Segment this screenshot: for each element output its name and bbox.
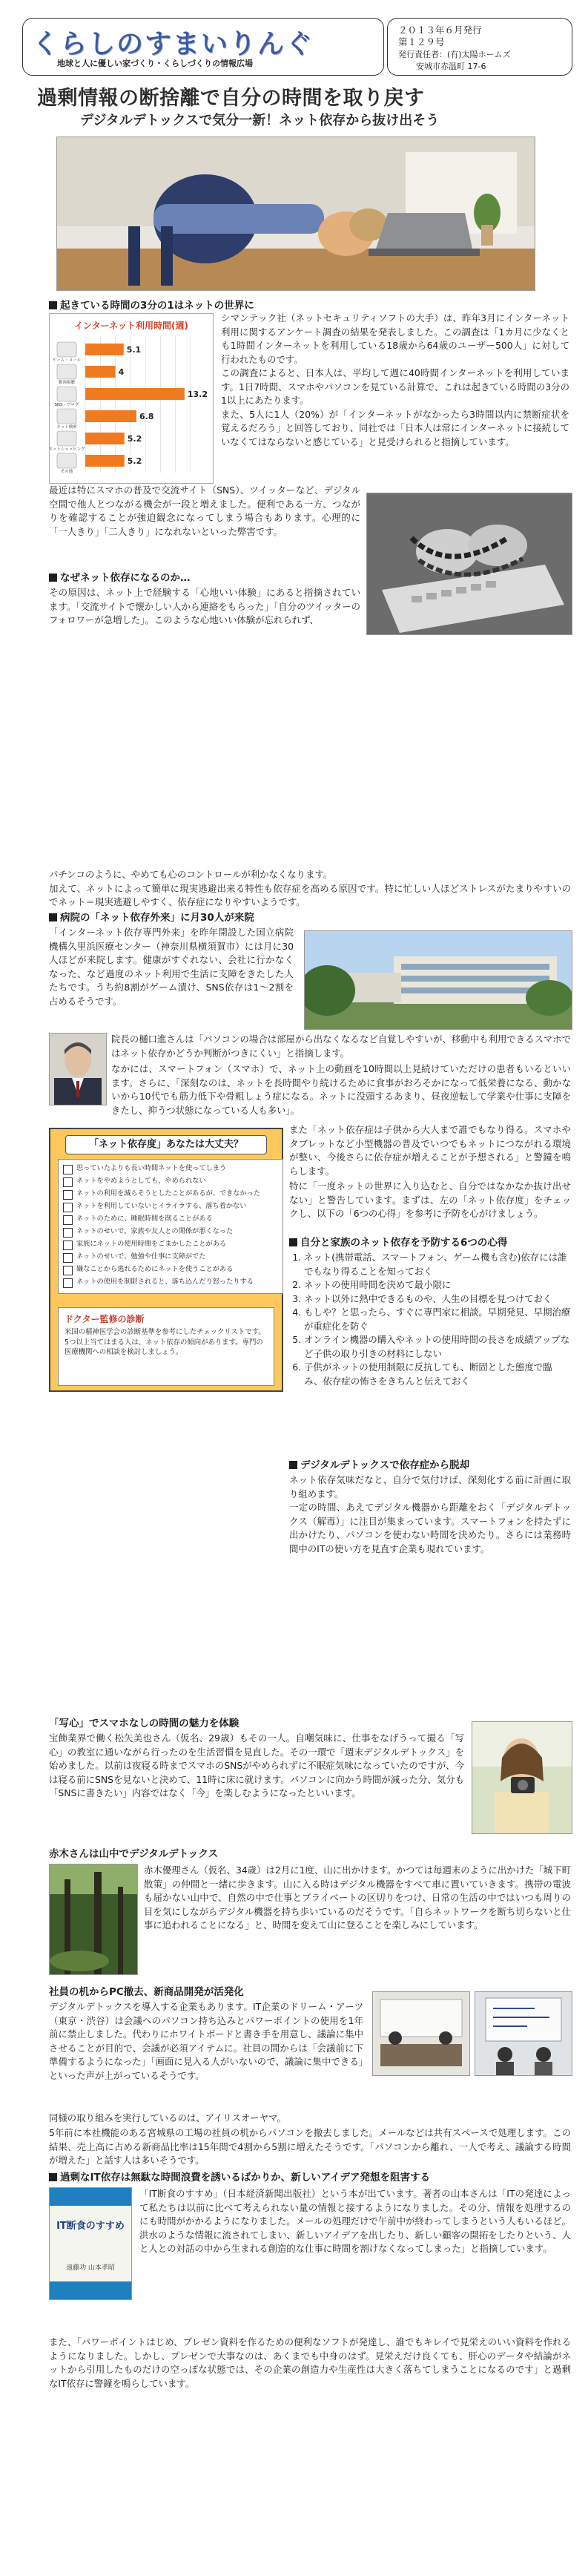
checklist-item-text: ネットの利用を減らそうとしたことがあるが、できなかった <box>76 1189 261 1197</box>
chart-bar <box>85 455 125 467</box>
checklist-item-text: ネットを利用していないとイライラする、落ち着かない <box>76 1202 247 1210</box>
heading-square-icon <box>289 1238 297 1246</box>
section1-para1: シマンテック社（ネットセキュリティソフトの大手）は、昨年3月にインターネット利用に関するアンケート調査の結果を発表しました。この調査は「1カ月に少なくとも1時間インターネットを利用している18歳から64歳のユーザー500人」に対して行われたものです。 <box>221 312 569 365</box>
section3-para3: なかには、スマートフォン（スマホ）で、ネット上の動画を10時間以上見続けていただけの患者もいるといいます。さらに、「深刻なのは、ネットを長時間やり続けるために食事がおろそかになって低栄養になる、動かないから10代でも筋力低下や骨粗しょう症になる。ネットに没頭するあまり、昼夜逆転して学業や仕事に支障をきたし、抑うつ状態になっている人も多い」。 <box>111 1063 571 1116</box>
photo-chained-hands-keyboard <box>366 493 572 635</box>
checklist-item-text: 思っていたよりも長い時間ネットを使ってしまう <box>76 1164 227 1172</box>
heading-square-icon <box>49 913 57 921</box>
section6-heading-text: 「写心」でスマホなしの時間の魅力を体験 <box>49 1718 240 1729</box>
section7-heading-text: 赤木さんは山中でデジタルデトックス <box>49 1848 219 1860</box>
prevention-list <box>289 1251 571 1388</box>
section3-para1: 「インターネット依存専門外来」を昨年開設した国立病院機構久里浜医療センター（神奈川県横須賀市）には月に30人ほどが来院します。健康がすぐれない、会社に行かなくなった、など過度のネット利用で生活に支障をきたした人たちです。うち約8割がゲーム漬け、SNS依存は1〜2割を占めるそうです。 <box>49 927 294 1007</box>
section9-para1: 「IT断食のすすめ」（日本経済新聞出版社）という本が出ています。著者の山本さんは「ITの発達によって私たちは以前に比べて考えられない量の情報と接するようになりました。その分、情報を処理するのにも時間がかかるようになりました。メールの処理だけで午前中が終わってしまうという人もいるほど。洪水のような情報に流されてしまい、新しいアイデアを出したり、新しい顧客の開拓をしたりという、人と人との対話の中から生まれる創造的な仕事に時間を割けなくなってしまった」と指摘しています。 <box>139 2188 571 2254</box>
diagnosis-title: ドクター監修の診断 <box>65 1314 145 1324</box>
chart-value-label: 6.8 <box>139 412 154 421</box>
chart-bar <box>85 388 185 400</box>
chart-category-icon <box>57 409 76 424</box>
photo-meeting-room <box>372 1991 470 2076</box>
diagnosis-text: 米国の精神医学会の診断基準を参考にしたチェックリストです。5つ以上当てはまる人は、ネット依存の傾向があります。専門の医療機関への相談を検討しましょう。 <box>65 1328 265 1356</box>
checkbox-icon <box>63 1177 73 1187</box>
prevention-list-wrap <box>289 1251 571 1388</box>
section1-para3: また、5人に1人（20%）が「インターネットがなかったら3時間以内に禁断症状を覚えるだろう」と回答しており、同社では「日本人は常にインターネットに接続していなくてはならないと感じている」と見受けられると指摘しています。 <box>221 408 569 447</box>
chart-bar <box>85 433 125 444</box>
section1-text <box>221 312 569 449</box>
issue-box <box>387 18 572 76</box>
chart-category-label: 動画視聴 <box>58 381 76 385</box>
photo-whiteboard-meeting <box>475 1991 572 2076</box>
checklist-item <box>63 1252 278 1263</box>
heading-square-icon <box>49 301 57 309</box>
chart-category-label: SNS・ブログ <box>54 403 79 407</box>
chart-value-label: 13.2 <box>187 390 208 399</box>
tagline: 地球と人に優しい家づくり・くらしづくりの情報広場 <box>57 59 253 68</box>
usage-chart-svg <box>50 314 213 483</box>
chart-value-label: 4 <box>118 367 125 377</box>
section4-heading-text: 自分と家族のネット依存を予防する6つの心得 <box>300 1237 508 1249</box>
checkbox-icon <box>63 1215 73 1225</box>
checklist-item <box>63 1265 278 1275</box>
section1-para2: この調査によると、日本人は、平均して週に40時間インターネットを利用しています。1日7時間、スマホやパソコンを見ている計算で、これは起きている時間の3分の1以上にあたります。 <box>221 367 569 406</box>
section8-para3: 5年前に本社機能のある宮城県の工場の社員の机からパソコンを撤去しました。メールなどは共有スペースで処理します。この結果、売上高に占める新商品比率は15年間で4割から5割に増えたそうです。「パソコンから離れ、一人で考え、議論する時間が増えた」と話す人は多いそうです。 <box>49 2127 571 2166</box>
chart-category-icon <box>57 342 76 357</box>
section3-para5: 特に「一度ネットの世界に入り込むと、自分ではなかなか抜け出せない」と警告しています。まずは、左の「ネット依存度」をチェックし、以下の「6つの心得」を参考に予防を心がけましょう。 <box>289 1180 571 1219</box>
checklist-item <box>63 1227 278 1238</box>
book-cover-it-danjiki <box>49 2187 132 2300</box>
section5-heading <box>289 1459 469 1472</box>
chart-title: インターネット利用時間(週) <box>74 321 188 331</box>
checklist-item-text: ネットのせいで、勉強や仕事に支障がでた <box>76 1252 206 1261</box>
section2-para2: パチンコのように、やめても心のコントロールが利かなくなります。 <box>49 869 333 880</box>
checklist-item <box>63 1189 278 1200</box>
prevention-item: 5. オンライン機器の購入やネットの使用時間の長さを成績アップなど子供の取り引きの材料にしない <box>304 1333 571 1361</box>
page-3 <box>0 1706 588 2576</box>
checklist-item <box>63 1240 278 1250</box>
address: 安城市赤温町 17-6 <box>416 62 486 71</box>
section2-continued <box>49 868 571 910</box>
headline-subtitle: デジタルデトックスで気分一新！ネット依存から抜け出そう <box>80 113 440 128</box>
chart-bar <box>85 344 124 355</box>
section7-heading <box>49 1847 218 1861</box>
checkbox-icon <box>63 1228 73 1238</box>
section9-heading-text: 過剰なIT依存は無駄な時間浪費を誘いるばかりか、新しいアイデア発想を阻害する <box>60 2172 431 2184</box>
section5-heading-text: デジタルデトックスで依存症から脱却 <box>300 1459 470 1471</box>
checkbox-icon <box>63 1278 73 1288</box>
chart-category-icon <box>57 453 76 468</box>
chart-value-label: 5.2 <box>127 456 142 466</box>
section8-para1: デジタルデトックスを導入する企業もあります。IT企業のドリーム・アーツ（東京・渋谷）は会議へのパソコン持ち込みとパワーポイントの使用を1年前に禁止しました。代わりにホワイトボードと書き手を用意し、議論に集中させることが目的で、会議が必須アイテムに。社員の間からは「会議前に下準備するようになった」「画面に見入る人がいないので、議論に集中できる」といった声が上がっているそうです。 <box>49 2001 363 2081</box>
section3-para4: また「ネット依存症は子供から大人まで誰でもなり得る。スマホやタブレットなど小型機器の普及でいつでもネットにつながれる環境が整い、今後さらに依存症が増えることが予想される」と警鐘を鳴らします。 <box>289 1124 571 1177</box>
section8-para2: 同様の取り組みを実行しているのは、アイリスオーヤマ。 <box>49 2112 287 2123</box>
checklist-item <box>63 1278 278 1288</box>
chart-category-icon <box>57 387 76 401</box>
section7-para1: 赤木優理さん（仮名、34歳）は2月に1度、山に出かけます。かつては毎週末のように出かけた「城下町散策」の仲間と一緒に歩きます。山に入る時はデジタル機器をすべて車に置いていきます。携帯の電波も届かない山中で、自然の中で仕事とプライベートの区切りをつけ、日常の生活の中ではいつも周りの目を気にしながらデジタル機器を持ち歩いているのだそうです。「自らネットワークを断ち切らないと仕事に追われることになる」と、時間を変えて山に登ることを楽しみにしています。 <box>144 1864 571 1931</box>
checklist-item-text: ネットのせいで、家族や友人との関係が悪くなった <box>76 1227 234 1235</box>
heading-square-icon <box>289 1461 297 1469</box>
photo-hospital <box>304 930 572 1030</box>
checklist-list <box>63 1164 278 1288</box>
checkbox-icon <box>63 1203 73 1212</box>
heading-square-icon <box>49 574 57 582</box>
photo-forest <box>49 1864 138 1975</box>
checklist-items <box>58 1159 283 1294</box>
photo-dr-higuchi <box>49 1033 107 1105</box>
section2-heading-text: なぜネット依存になるのか… <box>60 572 191 584</box>
checklist-item <box>63 1177 278 1187</box>
section1-heading <box>49 299 254 312</box>
page-1 <box>0 0 588 838</box>
prevention-item: 3. ネット以外に熱中できるものや、人生の目標を見つけておく <box>304 1292 571 1307</box>
section5-para2: 一定の時間、あえてデジタル機器から距離をおく「デジタルデトックス（解毒）」に注目が集まっています。スマートフォンを持たずに出かけたり、パソコンを使わない時間を決めたり。さらには業務時間中のITの使い方を見直す企業も現れています。 <box>289 1502 571 1554</box>
book-cover-art <box>50 2188 131 2299</box>
checkbox-icon <box>63 1165 73 1174</box>
checklist-title: 「ネット依存度」あなたは大丈夫？ <box>88 1139 243 1150</box>
photo-woman-with-camera <box>472 1721 572 1834</box>
checklist-item <box>63 1164 278 1174</box>
prevention-item: 2. ネットの使用時間を決めて最小限に <box>304 1278 571 1292</box>
usage-chart <box>49 313 214 484</box>
chart-category-label: ネットショッピング <box>50 447 85 452</box>
checklist-item-text: ネットをやめようとしても、やめられない <box>76 1177 206 1185</box>
section5-para1: ネット依存気味だなと、自分で気付けば、深刻化する前に計画に取り組めます。 <box>289 1474 571 1499</box>
chart-category-icon <box>57 431 76 446</box>
checklist-item-text: 家族にネットの使用時間をごまかしたことがある <box>76 1240 227 1248</box>
checkbox-icon <box>63 1190 73 1200</box>
chart-category-label: ゲーム・メール <box>52 358 82 363</box>
section3-heading-text: 病院の「ネット依存外来」に月30人が来院 <box>60 912 254 924</box>
checklist-item-text: 嫌なことから逃れるためにネットを使うことがある <box>76 1265 234 1273</box>
chart-value-label: 5.1 <box>126 345 142 355</box>
section2-para1: その原因は、ネット上で経験する「心地いい体験」にあると指摘されています。「交流サイトで懐かしい人から連絡をもらった」「自分のツイッターのフォロワーが急増した」。このような心地いい体験が忘れられず、 <box>49 587 360 625</box>
section2-heading <box>49 571 191 585</box>
prevention-item: 4. もしや？と思ったら、すぐに専門家に相談。早期発見、早期治療が重症化を防ぐ <box>304 1306 571 1333</box>
checkbox-icon <box>63 1266 73 1275</box>
checkbox-icon <box>63 1241 73 1250</box>
chart-value-label: 5.2 <box>127 434 142 444</box>
prevention-item: 1. ネット(携帯電話、スマートフォン、ゲーム機も含む)依存には誰でもなり得ることを知っておく <box>304 1251 571 1278</box>
section4-heading <box>289 1236 507 1249</box>
checklist-item-text: ネットのために、睡眠時間を削ることがある <box>76 1215 213 1223</box>
section6-para1: 宝飾業界で働く松矢美也さん（仮名、29歳）もその一人。自嘲気味に、仕事をなげうって撮る「写心」の教室に通いながら行ったのを生活習慣を見直した。その一環で「週末デジタルデトックス」を始めました。以前は夜寝る時までスマホのSNSがやめられずに不眠症気味になっていたのですが、今は寝る前にSNSを見ないと決めて、11時に床に就けます。パソコンに向かう時間が減った分、気分も「SNSに書きたい」内容ではなく「今」を楽しむようになったといいます。 <box>49 1732 464 1798</box>
section6-heading <box>49 1717 239 1730</box>
section9-para2: また、「パワーポイントはじめ、プレゼン資料を作るための便利なソフトが発達し、誰でもキレイで見栄えのいい資料を作れるようになりました。しかし、プレゼンで大事なのは、あくまでも中身のはず。見栄えだけ良くても、肝心のデータや結論がネットから引用したものだけの空っぽな状態では、その企業の創造力や生産性は大きく落ちてしまうことになるのです」と過剰なIT依存に警鐘を鳴らしています。 <box>49 2336 571 2389</box>
diagnosis-box <box>58 1307 274 1386</box>
checklist-item <box>63 1202 278 1212</box>
checklist-box <box>49 1128 283 1392</box>
logo-box <box>22 18 384 76</box>
section1-para4: 最近は特にスマホの普及で交流サイト（SNS）、ツイッターなど、デジタル空間で他人とつながる機会が一段と増えました。便利である一方、つながりを確認することが強迫観念になってしまう場合もあります。心理的に「一人きり」「二人きり」になれないといった弊害です。 <box>49 484 360 537</box>
section3-heading <box>49 911 254 924</box>
chart-bar <box>85 410 136 422</box>
page-2 <box>0 868 588 1706</box>
checkbox-icon <box>63 1253 73 1263</box>
chart-category-label: ネット検索 <box>56 425 77 430</box>
chart-bar <box>85 366 116 378</box>
headline-title: 過剰情報の断捨離で自分の時間を取り戻す <box>37 87 425 110</box>
issue-date: ２０１３年６月発行 <box>398 24 482 36</box>
prevention-item: 6. 子供がネットの使用制限に反抗しても、断固とした態度で臨み、依存症の怖さをきちんと伝えておく <box>304 1361 571 1388</box>
logo-text: くらしのすまいりんぐ <box>32 29 314 59</box>
issue-number: 第１２９号 <box>398 36 445 47</box>
heading-square-icon <box>49 2173 57 2181</box>
checklist-item <box>63 1215 278 1225</box>
section3-para2: 院長の樋口進さんは「パソコンの場合は部屋から出なくなるなど自覚しやすいが、移動中も利用できるスマホではネット依存かどうか判断がつきにくい」と指摘します。 <box>111 1034 571 1059</box>
book-title: IT断食のすすめ <box>56 2221 125 2232</box>
section1-heading-text: 起きている時間の3分の1はネットの世界に <box>60 300 254 312</box>
section5-text <box>289 1473 571 1556</box>
checklist-item-text: ネットの使用を制限されると、落ち込んだり怒ったりする <box>76 1278 254 1286</box>
hero-photo-woman-at-laptop <box>56 137 535 291</box>
chart-category-label: その他 <box>60 470 73 474</box>
section2-para3: 加えて、ネットによって簡単に現実逃避出来る特性も依存症を高める原因です。特に忙しい人ほどストレスがたまりやすいのでネット＝現実逃避しやすく、依存症になりやすいようです。 <box>49 882 571 907</box>
chart-category-icon <box>57 364 76 379</box>
section9-heading <box>49 2171 571 2184</box>
book-author: 遠藤功 山本孝昭 <box>66 2264 115 2272</box>
section8-heading <box>49 1985 244 1999</box>
section8-heading-text: 社員の机からPC撤去、新商品開発が活発化 <box>49 1986 244 1998</box>
checklist-title-box <box>65 1135 267 1154</box>
publisher: 発行責任者：(有)太陽ホームズ <box>398 50 511 59</box>
